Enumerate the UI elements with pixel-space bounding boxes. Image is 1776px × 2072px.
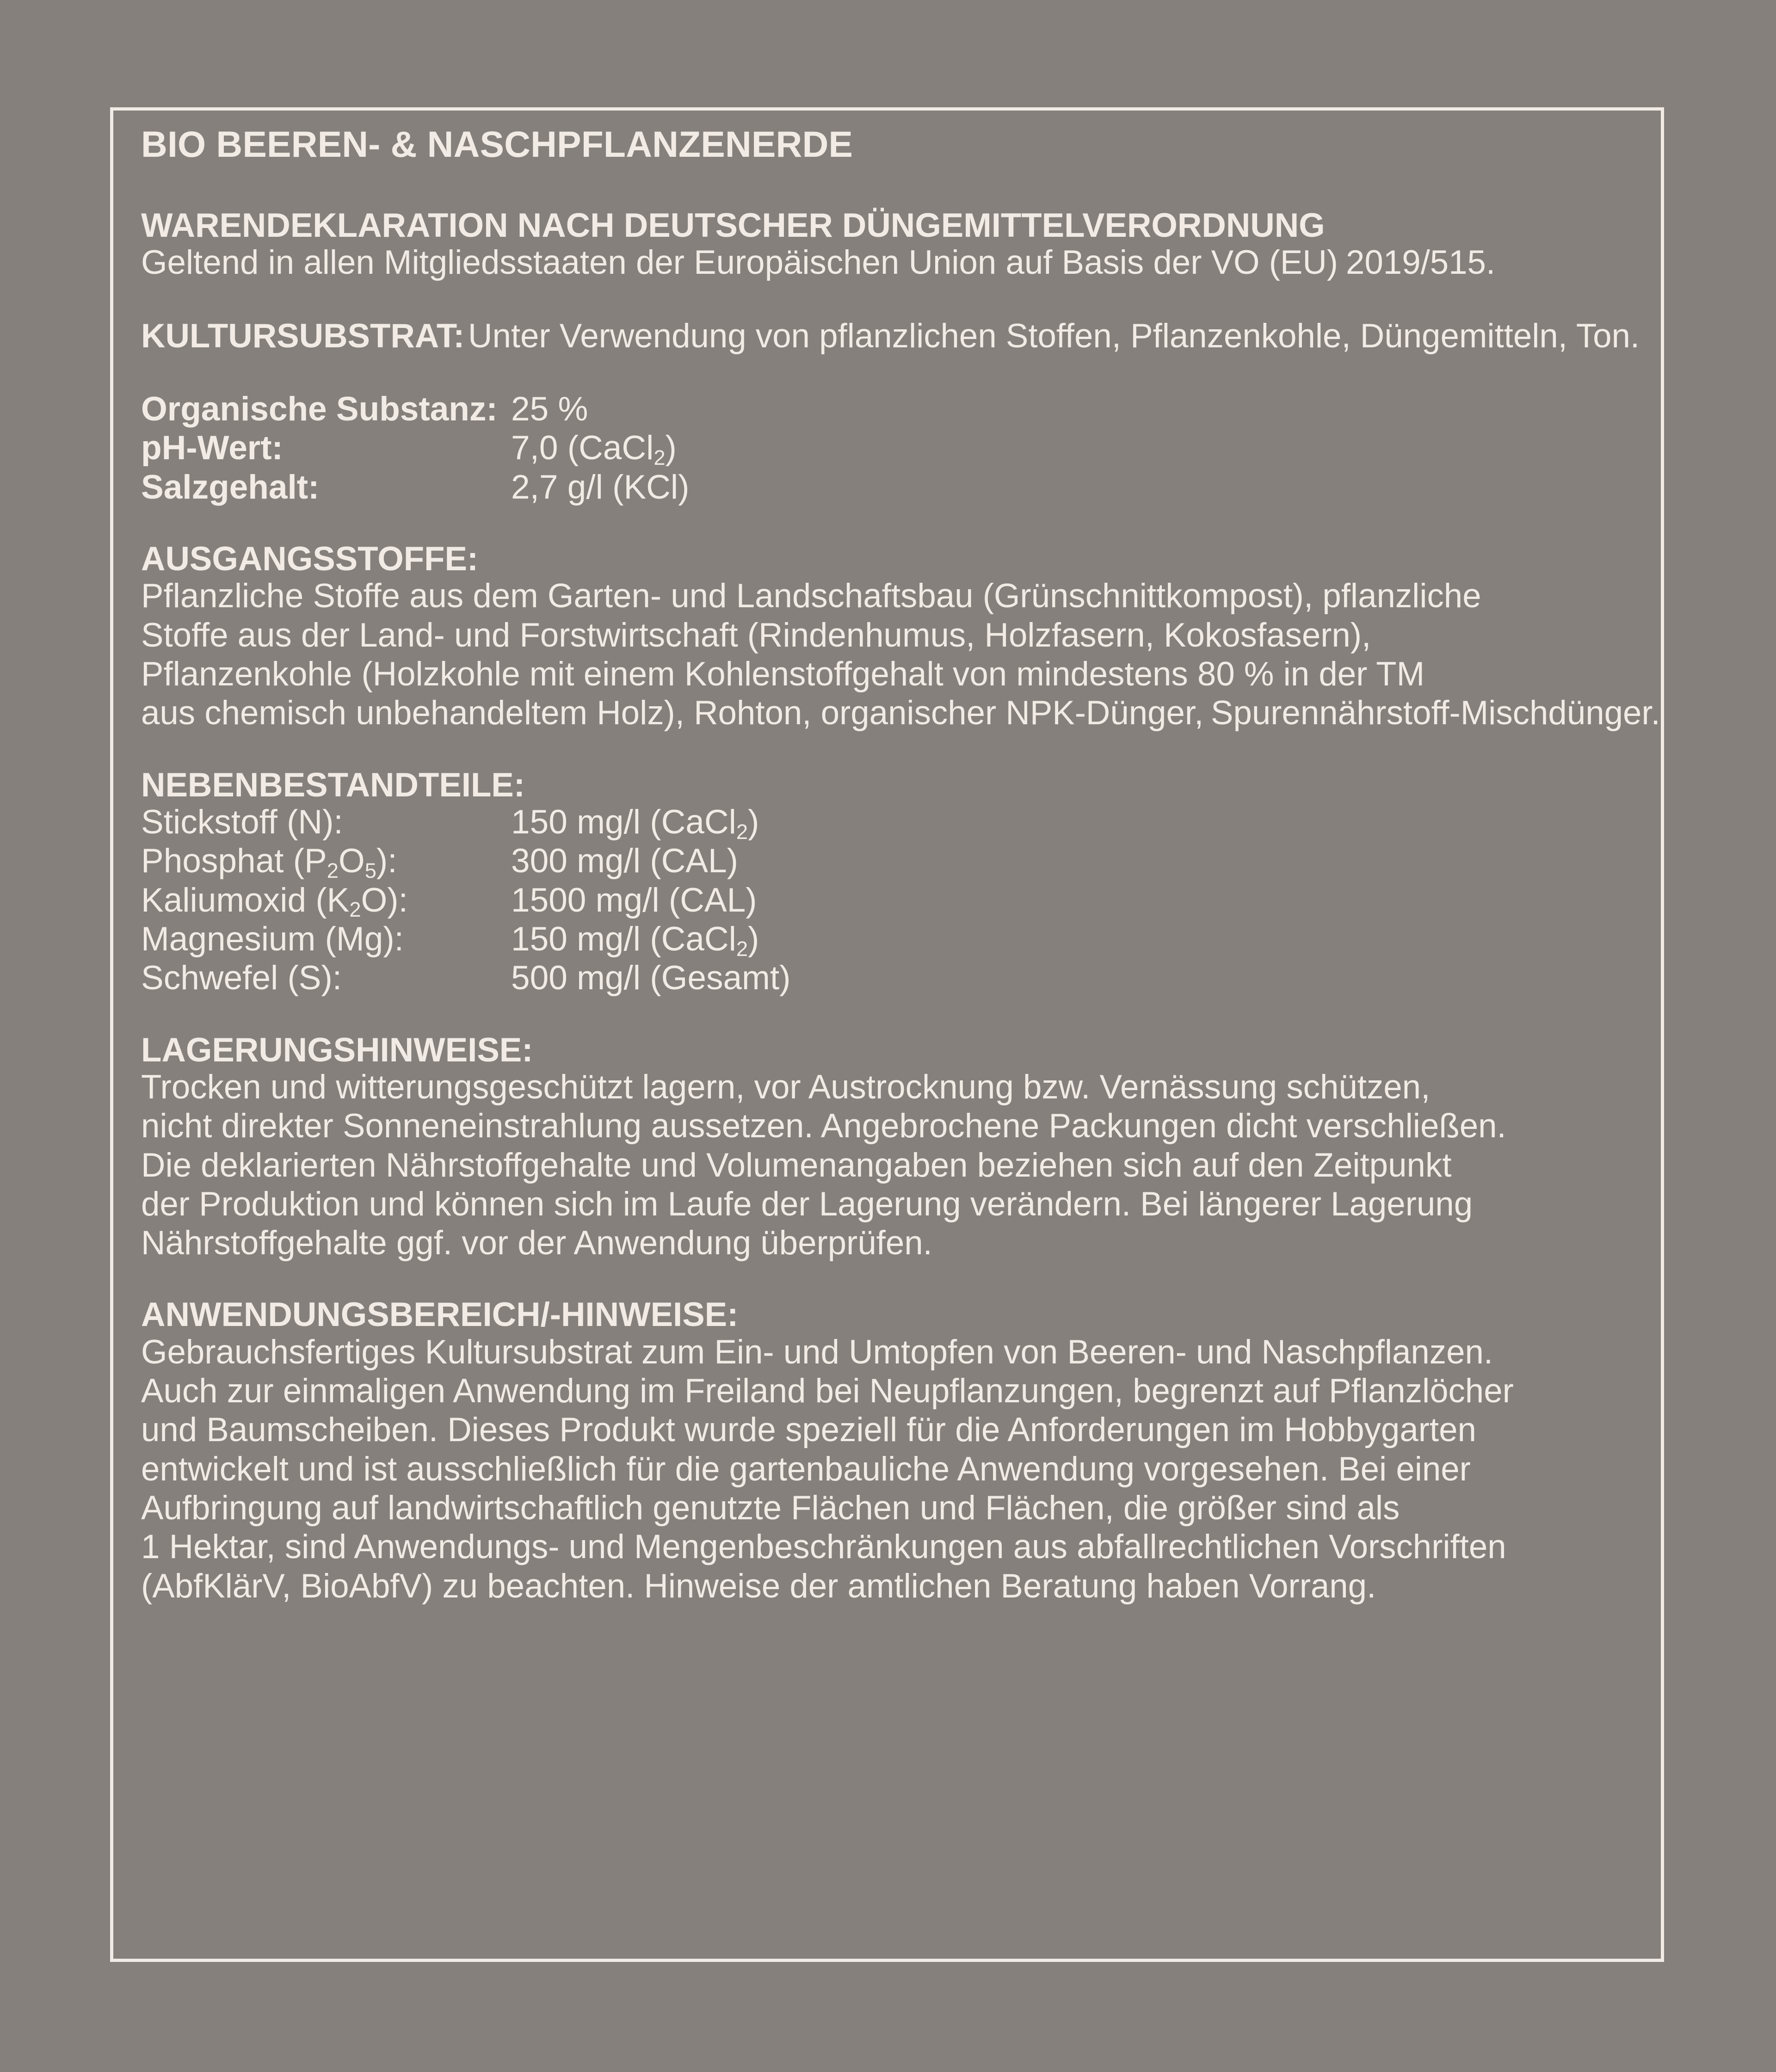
- properties-table: [141, 390, 1663, 507]
- warendeklaration-line: Geltend in allen Mitgliedsstaaten der Europäischen Union auf Basis der VO (EU): [141, 244, 1338, 282]
- nutrient-value: 1500 mg/l (CAL): [511, 881, 757, 919]
- nutrient-label: Kaliumoxid $(K_2O)$:: [141, 881, 408, 922]
- property-value: 7,0 (CaCl$_2$): [511, 429, 677, 470]
- nutrient-label: Stickstoff (N):: [141, 803, 343, 841]
- table-row: [141, 468, 1663, 507]
- lagerungshinweise-line: Nährstoffgehalte ggf. vor der Anwendung überprüfen.: [141, 1224, 932, 1262]
- nutrient-value: 300 mg/l (CAL): [511, 842, 738, 880]
- lagerungshinweise-heading: LAGERUNGSHINWEISE:: [141, 1031, 533, 1069]
- anwendungsbereich-line: und Baumscheiben. Dieses Produkt wurde speziell für die Anforderungen im Hobbygarten: [141, 1411, 1476, 1449]
- section-lagerungshinweise: [141, 1032, 1663, 1263]
- label-content: [141, 123, 1663, 1606]
- section-warendeklaration: [141, 208, 1663, 283]
- lagerungshinweise-line: Die deklarierten Nährstoffgehalte und Volumenangaben beziehen sich auf den Zeitpunkt: [141, 1146, 1452, 1184]
- section-ausgangsstoffe: [141, 541, 1663, 733]
- table-row: [141, 803, 1663, 842]
- anwendungsbereich-heading: ANWENDUNGSBEREICH/-HINWEISE:: [141, 1296, 739, 1334]
- property-value: 2,7 g/l (KCl): [511, 468, 690, 506]
- table-row: [141, 842, 1663, 881]
- nutrient-label: Phosphat $(P_2O_5)$:: [141, 842, 397, 883]
- anwendungsbereich-line: entwickelt und ist ausschließlich für die gartenbauliche Anwendung vorgesehen. Bei einer: [141, 1450, 1471, 1488]
- table-row: [141, 881, 1663, 920]
- property-label: Salzgehalt:: [141, 468, 320, 506]
- section-anwendungsbereich: [141, 1297, 1663, 1606]
- warendeklaration-heading: WARENDEKLARATION NACH DEUTSCHER DÜNGEMITTELVERORDNUNG: [141, 207, 1325, 244]
- anwendungsbereich-line: Gebrauchsfertiges Kultursubstrat zum Ein- und Umtopfen von Beeren- und Naschpflanzen.: [141, 1333, 1493, 1371]
- lagerungshinweise-line: nicht direkter Sonneneinstrahlung aussetzen. Angebrochene Packungen dicht verschließen.: [141, 1107, 1506, 1145]
- ausgangsstoffe-line: aus chemisch unbehandeltem Holz), Rohton, organischer NPK-Dünger,: [141, 694, 1204, 732]
- lagerungshinweise-line: der Produktion und können sich im Laufe der Lagerung verändern. Bei längerer Lagerung: [141, 1185, 1473, 1223]
- page-title: BIO BEEREN- & NASCHPFLANZENERDE: [141, 123, 853, 165]
- property-label: Organische Substanz:: [141, 390, 498, 428]
- ausgangsstoffe-line: Stoffe aus der Land- und Forstwirtschaft (Rindenhumus, Holzfasern, Kokosfasern),: [141, 616, 1371, 654]
- ausgangsstoffe-line: Pflanzenkohle (Holzkohle mit einem Kohlenstoffgehalt von mindestens 80 % in der TM: [141, 655, 1425, 693]
- table-row: [141, 959, 1663, 998]
- section-kultursubstrat: [141, 317, 1663, 356]
- anwendungsbereich-line: 1 Hektar, sind Anwendungs- und Mengenbeschränkungen aus abfallrechtlichen Vorschriften: [141, 1528, 1506, 1566]
- nutrient-value: 500 mg/l (Gesamt): [511, 959, 791, 997]
- property-label: pH-Wert:: [141, 429, 283, 467]
- table-row: [141, 920, 1663, 959]
- kultursubstrat-line: Unter Verwendung von pflanzlichen Stoffen, Pflanzenkohle, Düngemitteln, Ton.: [468, 317, 1640, 355]
- ausgangsstoffe-line: Pflanzliche Stoffe aus dem Garten- und Landschaftsbau (Grünschnittkompost), pflanzliche: [141, 577, 1481, 615]
- nutrient-value: 150 mg/l (CaCl$_2$): [511, 803, 759, 844]
- ausgangsstoffe-heading: AUSGANGSSTOFFE:: [141, 540, 479, 578]
- nutrient-value: 150 mg/l (CaCl$_2$): [511, 920, 759, 961]
- anwendungsbereich-line: Aufbringung auf landwirtschaftlich genutzte Flächen und Flächen, die größer sind als: [141, 1489, 1400, 1527]
- kultursubstrat-heading: KULTURSUBSTRAT:: [141, 317, 465, 355]
- nutrient-label: Schwefel (S):: [141, 959, 342, 997]
- ausgangsstoffe-line: Spurennährstoff-Mischdünger.: [1211, 694, 1661, 732]
- table-row: [141, 429, 1663, 468]
- lagerungshinweise-line: Trocken und witterungsgeschützt lagern, vor Austrocknung bzw. Vernässung schützen,: [141, 1068, 1431, 1106]
- property-value: 25 %: [511, 390, 588, 428]
- anwendungsbereich-line: (AbfKlärV, BioAbfV) zu beachten. Hinweise der amtlichen Beratung haben Vorrang.: [141, 1567, 1376, 1605]
- table-row: [141, 390, 1663, 429]
- anwendungsbereich-line: Auch zur einmaligen Anwendung im Freiland bei Neupflanzungen, begrenzt auf Pflanzlöcher: [141, 1372, 1514, 1410]
- section-nebenbestandteile: [141, 767, 1663, 998]
- warendeklaration-line: 2019/515.: [1346, 244, 1496, 282]
- nutrient-label: Magnesium (Mg):: [141, 920, 404, 958]
- nebenbestandteile-heading: NEBENBESTANDTEILE:: [141, 766, 525, 804]
